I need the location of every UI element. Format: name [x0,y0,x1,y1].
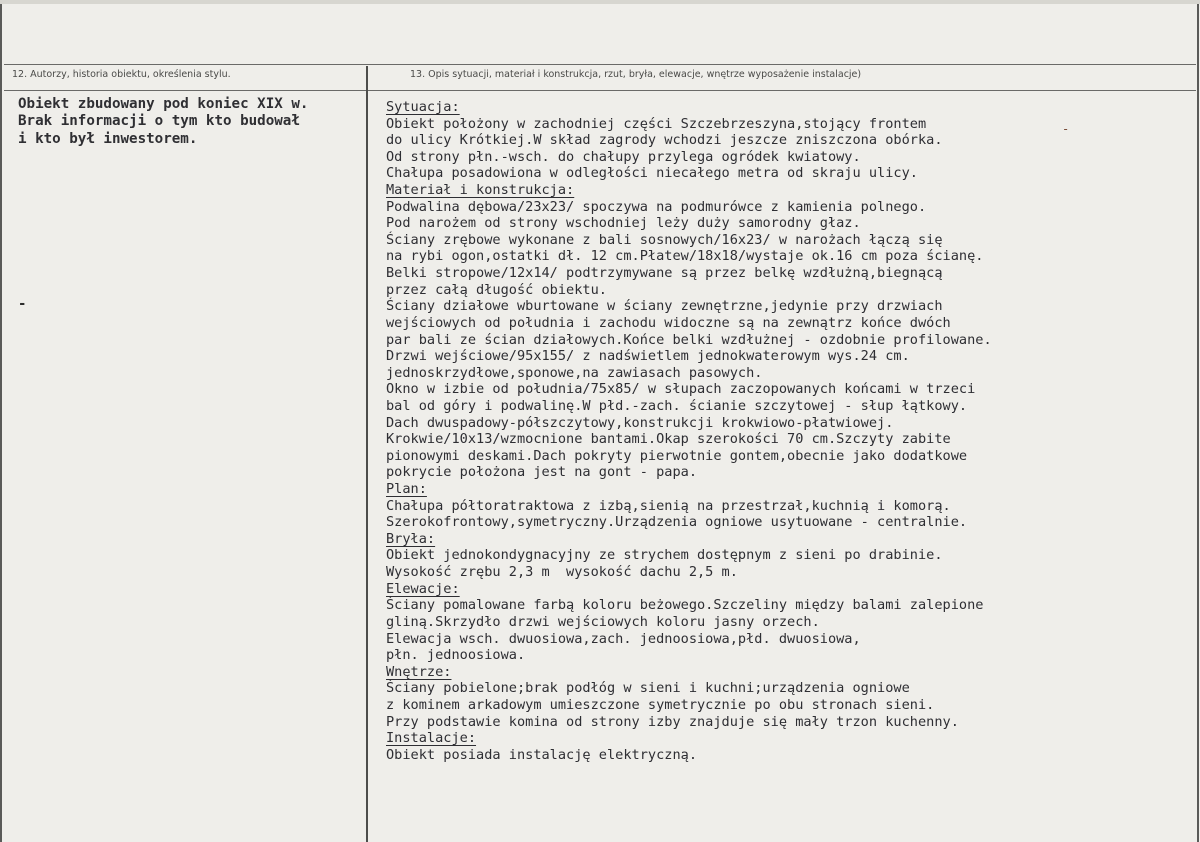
description-line: Drzwi wejściowe/95x155/ z nadświetlem jednokwaterowym wys.24 cm. [386,348,910,365]
description-line: Elewacja wsch. dwuosiowa,zach. jednoosiowa,płd. dwuosiowa, [386,630,861,647]
description-line: Obiekt położony w zachodniej części Szczebrzeszyna,stojący frontem [386,115,927,132]
description-line: pionowymi deskami.Dach pokryty pierwotnie gontem,obecnie jako dodatkowe [386,447,968,464]
subheader-rule [4,90,1196,91]
description-line: Szerokofrontowy,symetryczny.Urządzenia ogniowe usytuowane - centralnie. [386,514,968,531]
section-heading: Instalacje: [386,730,477,747]
description-line: Podwalina dębowa/23x23/ spoczywa na podmurówce z kamienia polnego. [386,198,927,215]
description-line: pokrycie położona jest na gont - papa. [386,464,697,481]
column-divider [366,66,368,842]
description-line: bal od góry i podwalinę.W płd.-zach. ścianie szczytowej - słup łątkowy. [386,397,968,414]
description-line: z kominem arkadowym umieszczone symetrycznie po obu stronach sieni. [386,696,935,713]
section-heading: Bryła: [386,530,436,547]
description-line: gliną.Skrzydło drzwi wejściowych koloru jasny orzech. [386,613,820,630]
description-line: Obiekt jednokondygnacyjny ze strychem dostępnym z sieni po drabinie. [386,547,943,564]
description-line: Chałupa półtoratraktowa z izbą,sienią na przestrzał,kuchnią i komorą. [386,497,951,514]
description-line: Krokwie/10x13/wzmocnione bantami.Okap szerokości 70 cm.Szczyty zabite [386,431,951,448]
right-column-heading: 13. Opis sytuacji, materiał i konstrukcja, rzut, bryła, elewacje, wnętrze wyposażenie instalacje) [410,69,862,80]
card-right-border [1197,4,1199,842]
description-line: Ściany pomalowane farbą koloru beżowego.Szczeliny między balami zalepione [386,597,984,614]
description-line: przez całą długość obiektu. [386,281,607,298]
section-heading: Wnętrze: [386,663,452,680]
description-line: par bali ze ścian działowych.Końce belki wzdłużnej - ozdobnie profilowane. [386,331,992,348]
description-line: Ściany pobielone;brak podłóg w sieni i kuchni;urządzenia ogniowe [386,680,910,697]
description-line: Przy podstawie komina od strony izby znajduje się mały trzon kuchenny. [386,713,959,730]
description-line: Od strony płn.-wsch. do chałupy przylega ogródek kwiatowy. [386,148,861,165]
description-line: do ulicy Krótkiej.W skład zagrody wchodzi jeszcze zniszczona obórka. [386,132,943,149]
description-line: jednoskrzydłowe,sponowe,na zawiasach pasowych. [386,364,763,381]
section-heading: Sytuacja: [386,99,460,115]
left-column-heading: 12. Autorzy, historia obiektu, określenia stylu. [12,69,231,80]
description-line: płn. jednoosiowa. [386,647,526,664]
card-top-edge [0,0,1200,4]
description-line: Dach dwuspadowy-półszczytowy,konstrukcji krokwiowo-płatwiowej. [386,414,894,431]
description-line: na rybi ogon,ostatki dł. 12 cm.Płatew/18x18/wystaje ok.16 cm poza ścianę. [386,248,984,265]
authors-history-text: Obiekt zbudowany pod koniec XIX w. Brak informacji o tym kto budował i kto był inwestorem. [18,96,309,147]
section-heading: Materiał i konstrukcja: [386,182,575,199]
description-line: Belki stropowe/12x14/ podtrzymywane są przez belkę wzdłużną,biegnącą [386,265,943,282]
description-line: Okno w izbie od południa/75x85/ w słupach zaczopowanych końcami w trzeci [386,381,976,398]
description-line: Ściany działowe wburtowane w ściany zewnętrzne,jedynie przy drzwiach [386,298,943,315]
card-left-border [0,4,2,842]
description-text [386,99,992,763]
margin-dash: - [18,296,27,312]
description-line: Wysokość zrębu 2,3 m wysokość dachu 2,5 m. [386,564,738,581]
description-line: Chałupa posadowiona w odległości niecałego metra od skraju ulicy. [386,165,918,182]
description-line: Ściany zrębowe wykonane z bali sosnowych/16x23/ w narożach łączą się [386,231,943,248]
section-heading: Elewacje: [386,580,460,597]
description-line: Pod narożem od strony wschodniej leży duży samorodny głaz. [386,215,861,232]
description-line: Obiekt posiada instalację elektryczną. [386,746,697,763]
stray-mark: - [1062,122,1070,136]
description-line: wejściowych od południa i zachodu widoczne są na zewnątrz końce dwóch [386,314,951,331]
header-rule [4,64,1196,65]
section-heading: Plan: [386,481,427,498]
